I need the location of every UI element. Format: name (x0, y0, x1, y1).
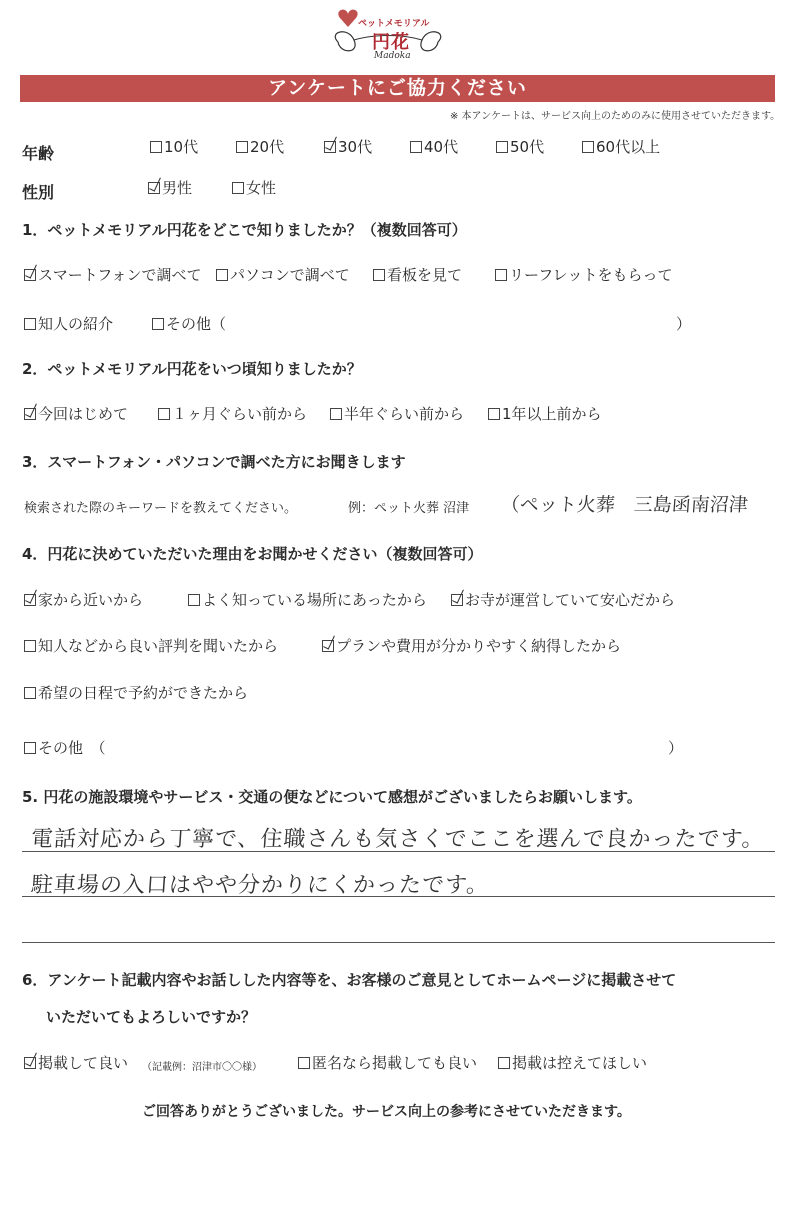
q6-example: （記載例：沼津市〇〇様） (142, 1062, 262, 1073)
q4-option-checkbox[interactable] (24, 635, 278, 656)
checkbox-icon[interactable] (373, 269, 385, 281)
q4-option-label: プランや費用が分かりやすく納得したから (336, 637, 622, 655)
checkbox-icon[interactable] (150, 141, 162, 153)
q1-option-checkbox[interactable] (24, 264, 202, 285)
q5-title: 5. 円花の施設環境やサービス・交通の便などについて感想がございましたらお願いします。 (22, 788, 642, 806)
age-option-checkbox[interactable] (410, 136, 458, 157)
q2-option-checkbox[interactable] (488, 403, 602, 424)
privacy-note: ※ 本アンケートは、サービス向上のためのみに使用させていただきます。 (450, 111, 781, 122)
q6-title-line1: 6．アンケート記載内容やお話しした内容等を、お客様のご意見としてホームページに掲載させて (22, 971, 677, 989)
q6-title-line2: いただいてもよろしいですか？ (46, 1008, 257, 1026)
checked-box-icon[interactable] (322, 640, 334, 652)
q4-option-checkbox[interactable] (24, 589, 143, 610)
q4-option-checkbox[interactable] (451, 589, 675, 610)
q6-option-checkbox[interactable] (24, 1052, 128, 1073)
checked-box-icon[interactable] (24, 408, 36, 420)
checkbox-icon[interactable] (488, 408, 500, 420)
age-option-checkbox[interactable] (236, 136, 284, 157)
age-label: 年齢 (22, 144, 55, 163)
q4-option-checkbox[interactable] (188, 589, 427, 610)
age-option-label: 20代 (250, 138, 285, 156)
checkbox-icon[interactable] (188, 594, 200, 606)
q3-example: 例：ペット火葬 沼津 (348, 501, 470, 516)
q2-title: 2．ペットメモリアル円花をいつ頃知りましたか？ (22, 360, 362, 378)
q4-close-paren: ） (668, 739, 684, 757)
logo-title: 円花 (372, 32, 410, 53)
q3-prompt: 検索された際のキーワードを教えてください。 (24, 501, 298, 516)
gender-option-label: 女性 (246, 179, 277, 197)
checkbox-icon[interactable] (24, 687, 36, 699)
checkbox-icon[interactable] (232, 182, 244, 194)
answer-rule-3 (22, 942, 775, 943)
q6-option-label: 掲載は控えてほしい (512, 1054, 648, 1072)
q6-option-label: 匿名なら掲載しても良い (312, 1054, 478, 1072)
q2-option-label: １ヶ月ぐらい前から (172, 405, 308, 423)
age-option-checkbox[interactable] (150, 136, 198, 157)
checkbox-icon[interactable] (236, 141, 248, 153)
checked-box-icon[interactable] (24, 594, 36, 606)
logo (330, 4, 446, 68)
checkbox-icon[interactable] (158, 408, 170, 420)
age-option-checkbox[interactable] (582, 136, 660, 157)
q1-option-label: 知人の紹介 (38, 315, 114, 333)
logo-subtitle: ペットメモリアル (358, 19, 430, 29)
checkbox-icon[interactable] (330, 408, 342, 420)
gender-option-checkbox[interactable] (232, 177, 276, 198)
q3-title: 3．スマートフォン・パソコンで調べた方にお聞きします (22, 453, 406, 471)
checked-box-icon[interactable] (324, 141, 336, 153)
logo-english: Madoka (374, 51, 411, 61)
checkbox-icon[interactable] (495, 269, 507, 281)
q3-answer-handwritten[interactable]: （ペット火葬 三島函南沼津 (500, 494, 749, 516)
checked-box-icon[interactable] (451, 594, 463, 606)
q5-answer-line-1[interactable]: 電話対応から丁寧で、住職さんも気さくでここを選んで良かったです。 (30, 827, 766, 852)
q4-option-label: お寺が運営していて安心だから (465, 591, 676, 609)
q6-option-label: 掲載して良い (38, 1054, 129, 1072)
q1-option-label: 看板を見て (387, 266, 463, 284)
checkbox-icon[interactable] (152, 318, 164, 330)
checked-box-icon[interactable] (24, 1057, 36, 1069)
checked-box-icon[interactable] (148, 182, 160, 194)
q2-option-checkbox[interactable] (158, 403, 307, 424)
checkbox-icon[interactable] (496, 141, 508, 153)
q1-title: 1．ペットメモリアル円花をどこで知りましたか？（複数回答可） (22, 221, 467, 239)
gender-option-label: 男性 (162, 179, 193, 197)
q2-option-checkbox[interactable] (24, 403, 128, 424)
answer-rule-2 (22, 896, 775, 897)
q1-option-label: パソコンで調べて (230, 266, 350, 284)
age-option-label: 60代以上 (596, 138, 661, 156)
q2-option-label: 1年以上前から (502, 405, 602, 423)
checkbox-icon[interactable] (24, 742, 36, 754)
q4-option-label: 知人などから良い評判を聞いたから (38, 637, 279, 655)
q4-option-label: その他 （ (38, 739, 106, 757)
survey-title: アンケートにご協力ください (268, 77, 527, 99)
checkbox-icon[interactable] (582, 141, 594, 153)
age-option-label: 30代 (338, 138, 373, 156)
footer-thanks: ご回答ありがとうございました。サービス向上の参考にさせていただきます。 (142, 1104, 631, 1120)
q2-option-checkbox[interactable] (330, 403, 464, 424)
checkbox-icon[interactable] (498, 1057, 510, 1069)
q6-option-checkbox[interactable] (498, 1052, 647, 1073)
q4-option-checkbox[interactable] (322, 635, 621, 656)
q2-option-label: 今回はじめて (38, 405, 129, 423)
q1-close-paren: ） (676, 315, 692, 333)
q5-answer-line-2[interactable]: 駐車場の入口はやや分かりにくかったです。 (30, 873, 491, 898)
checkbox-icon[interactable] (410, 141, 422, 153)
q1-option-checkbox[interactable] (152, 313, 226, 334)
q1-option-label: その他（ (166, 315, 227, 333)
q1-option-checkbox[interactable] (216, 264, 350, 285)
checkbox-icon[interactable] (298, 1057, 310, 1069)
q4-option-checkbox[interactable] (24, 682, 248, 703)
age-option-checkbox[interactable] (496, 136, 544, 157)
q1-option-checkbox[interactable] (373, 264, 462, 285)
answer-rule-1 (22, 851, 775, 852)
age-option-checkbox[interactable] (324, 136, 372, 157)
q2-option-label: 半年ぐらい前から (344, 405, 465, 423)
checkbox-icon[interactable] (24, 640, 36, 652)
q1-option-checkbox[interactable] (24, 313, 113, 334)
heart-icon (338, 10, 357, 27)
checkbox-icon[interactable] (24, 318, 36, 330)
q6-option-checkbox[interactable] (298, 1052, 477, 1073)
q4-option-checkbox[interactable] (24, 737, 106, 758)
q4-option-label: よく知っている場所にあったから (202, 591, 427, 609)
checked-box-icon[interactable] (24, 269, 36, 281)
checkbox-icon[interactable] (216, 269, 228, 281)
survey-title-bar (20, 75, 775, 102)
age-option-label: 40代 (424, 138, 459, 156)
age-option-label: 10代 (164, 138, 199, 156)
age-option-label: 50代 (510, 138, 545, 156)
q4-option-label: 希望の日程で予約ができたから (38, 684, 249, 702)
gender-label: 性別 (22, 183, 55, 202)
q1-option-checkbox[interactable] (495, 264, 673, 285)
gender-option-checkbox[interactable] (148, 177, 192, 198)
q1-option-label: スマートフォンで調べて (38, 266, 202, 284)
q1-option-label: リーフレットをもらって (509, 266, 673, 284)
q4-option-label: 家から近いから (38, 591, 144, 609)
q4-title: 4．円花に決めていただいた理由をお聞かせください（複数回答可） (22, 545, 483, 563)
